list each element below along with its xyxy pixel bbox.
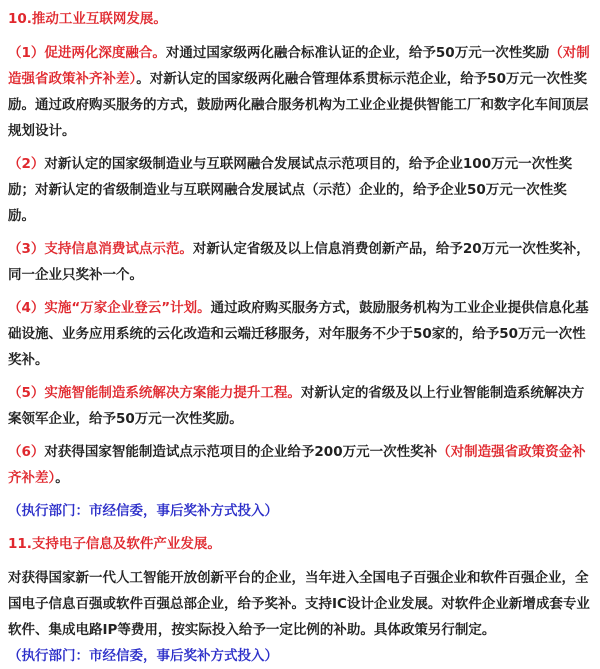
section-10-item — [8, 439, 590, 491]
item-text-run: （6） — [8, 444, 45, 460]
section-10-item — [8, 380, 590, 432]
item-text-run: （对制造强省政策补齐补差） — [8, 45, 590, 87]
section-10-dept: （执行部门：市经信委，事后奖补方式投入） — [8, 503, 278, 519]
item-text-run: （3）支持信息消费试点示范。 — [8, 241, 193, 257]
section-11-title: 11.支持电子信息及软件产业发展。 — [8, 536, 221, 552]
item-text-run: 对新认定省级及以上信息消费创新产品，给予20万元一次性奖补，同一企业只奖补一个。 — [8, 241, 590, 283]
item-text-run: 通过政府购买服务方式，鼓励服务机构为工业企业提供信息化基础设施、业务应用系统的云化改造和云端迁移服务，对年服务不少于50家的，给予50万元一次性奖补。 — [8, 300, 589, 368]
item-text-run: （对制造强省政策资金补齐补差） — [8, 444, 586, 486]
item-text-run: 对新认定的国家级制造业与互联网融合发展试点示范项目的，给予企业100万元一次性奖励；对新认定的省级制造业与互联网融合发展试点（示范）企业的，给予企业50万元一次性奖励。 — [8, 156, 573, 224]
item-text-run: （1）促进两化深度融合。 — [8, 45, 166, 61]
section-10-items — [8, 40, 590, 491]
item-text-run: 对通过国家级两化融合标准认证的企业，给予50万元一次性奖励 — [165, 45, 550, 61]
section-10-title: 10.推动工业互联网发展。 — [8, 11, 167, 27]
item-text-run: 对获得国家智能制造试点示范项目的企业给予200万元一次性奖补 — [44, 444, 438, 460]
item-text-run: （5）实施智能制造系统解决方案能力提升工程。 — [8, 385, 301, 401]
item-text-run: （2） — [8, 156, 45, 172]
section-11-dept: （执行部门：市经信委，事后奖补方式投入） — [8, 648, 278, 664]
section-10-item — [8, 295, 590, 373]
item-text-run: 。对新认定的国家级两化融合管理体系贯标示范企业，给予50万元一次性奖励。通过政府购买服务的方式，鼓励两化融合服务机构为工业企业提供智能工厂和数字化车间顶层规划设计。 — [8, 71, 589, 139]
item-text-run: 。 — [55, 470, 69, 486]
section-11-body: 对获得国家新一代人工智能开放创新平台的企业，当年进入全国电子百强企业和软件百强企业，全国电子信息百强或软件百强总部企业，给予奖补。支持IC设计企业发展。对软件企业新增成套专业软件、集成电路IP等费用，按实际投入给予一定比例的补助。具体政策另行制定。 — [8, 570, 590, 638]
section-10-item — [8, 151, 590, 229]
section-10-item — [8, 40, 590, 144]
item-text-run: 对新认定的省级及以上行业智能制造系统解决方案领军企业，给予50万元一次性奖励。 — [8, 385, 585, 427]
section-10-item — [8, 236, 590, 288]
item-text-run: （4）实施“万家企业登云”计划。 — [8, 300, 211, 316]
